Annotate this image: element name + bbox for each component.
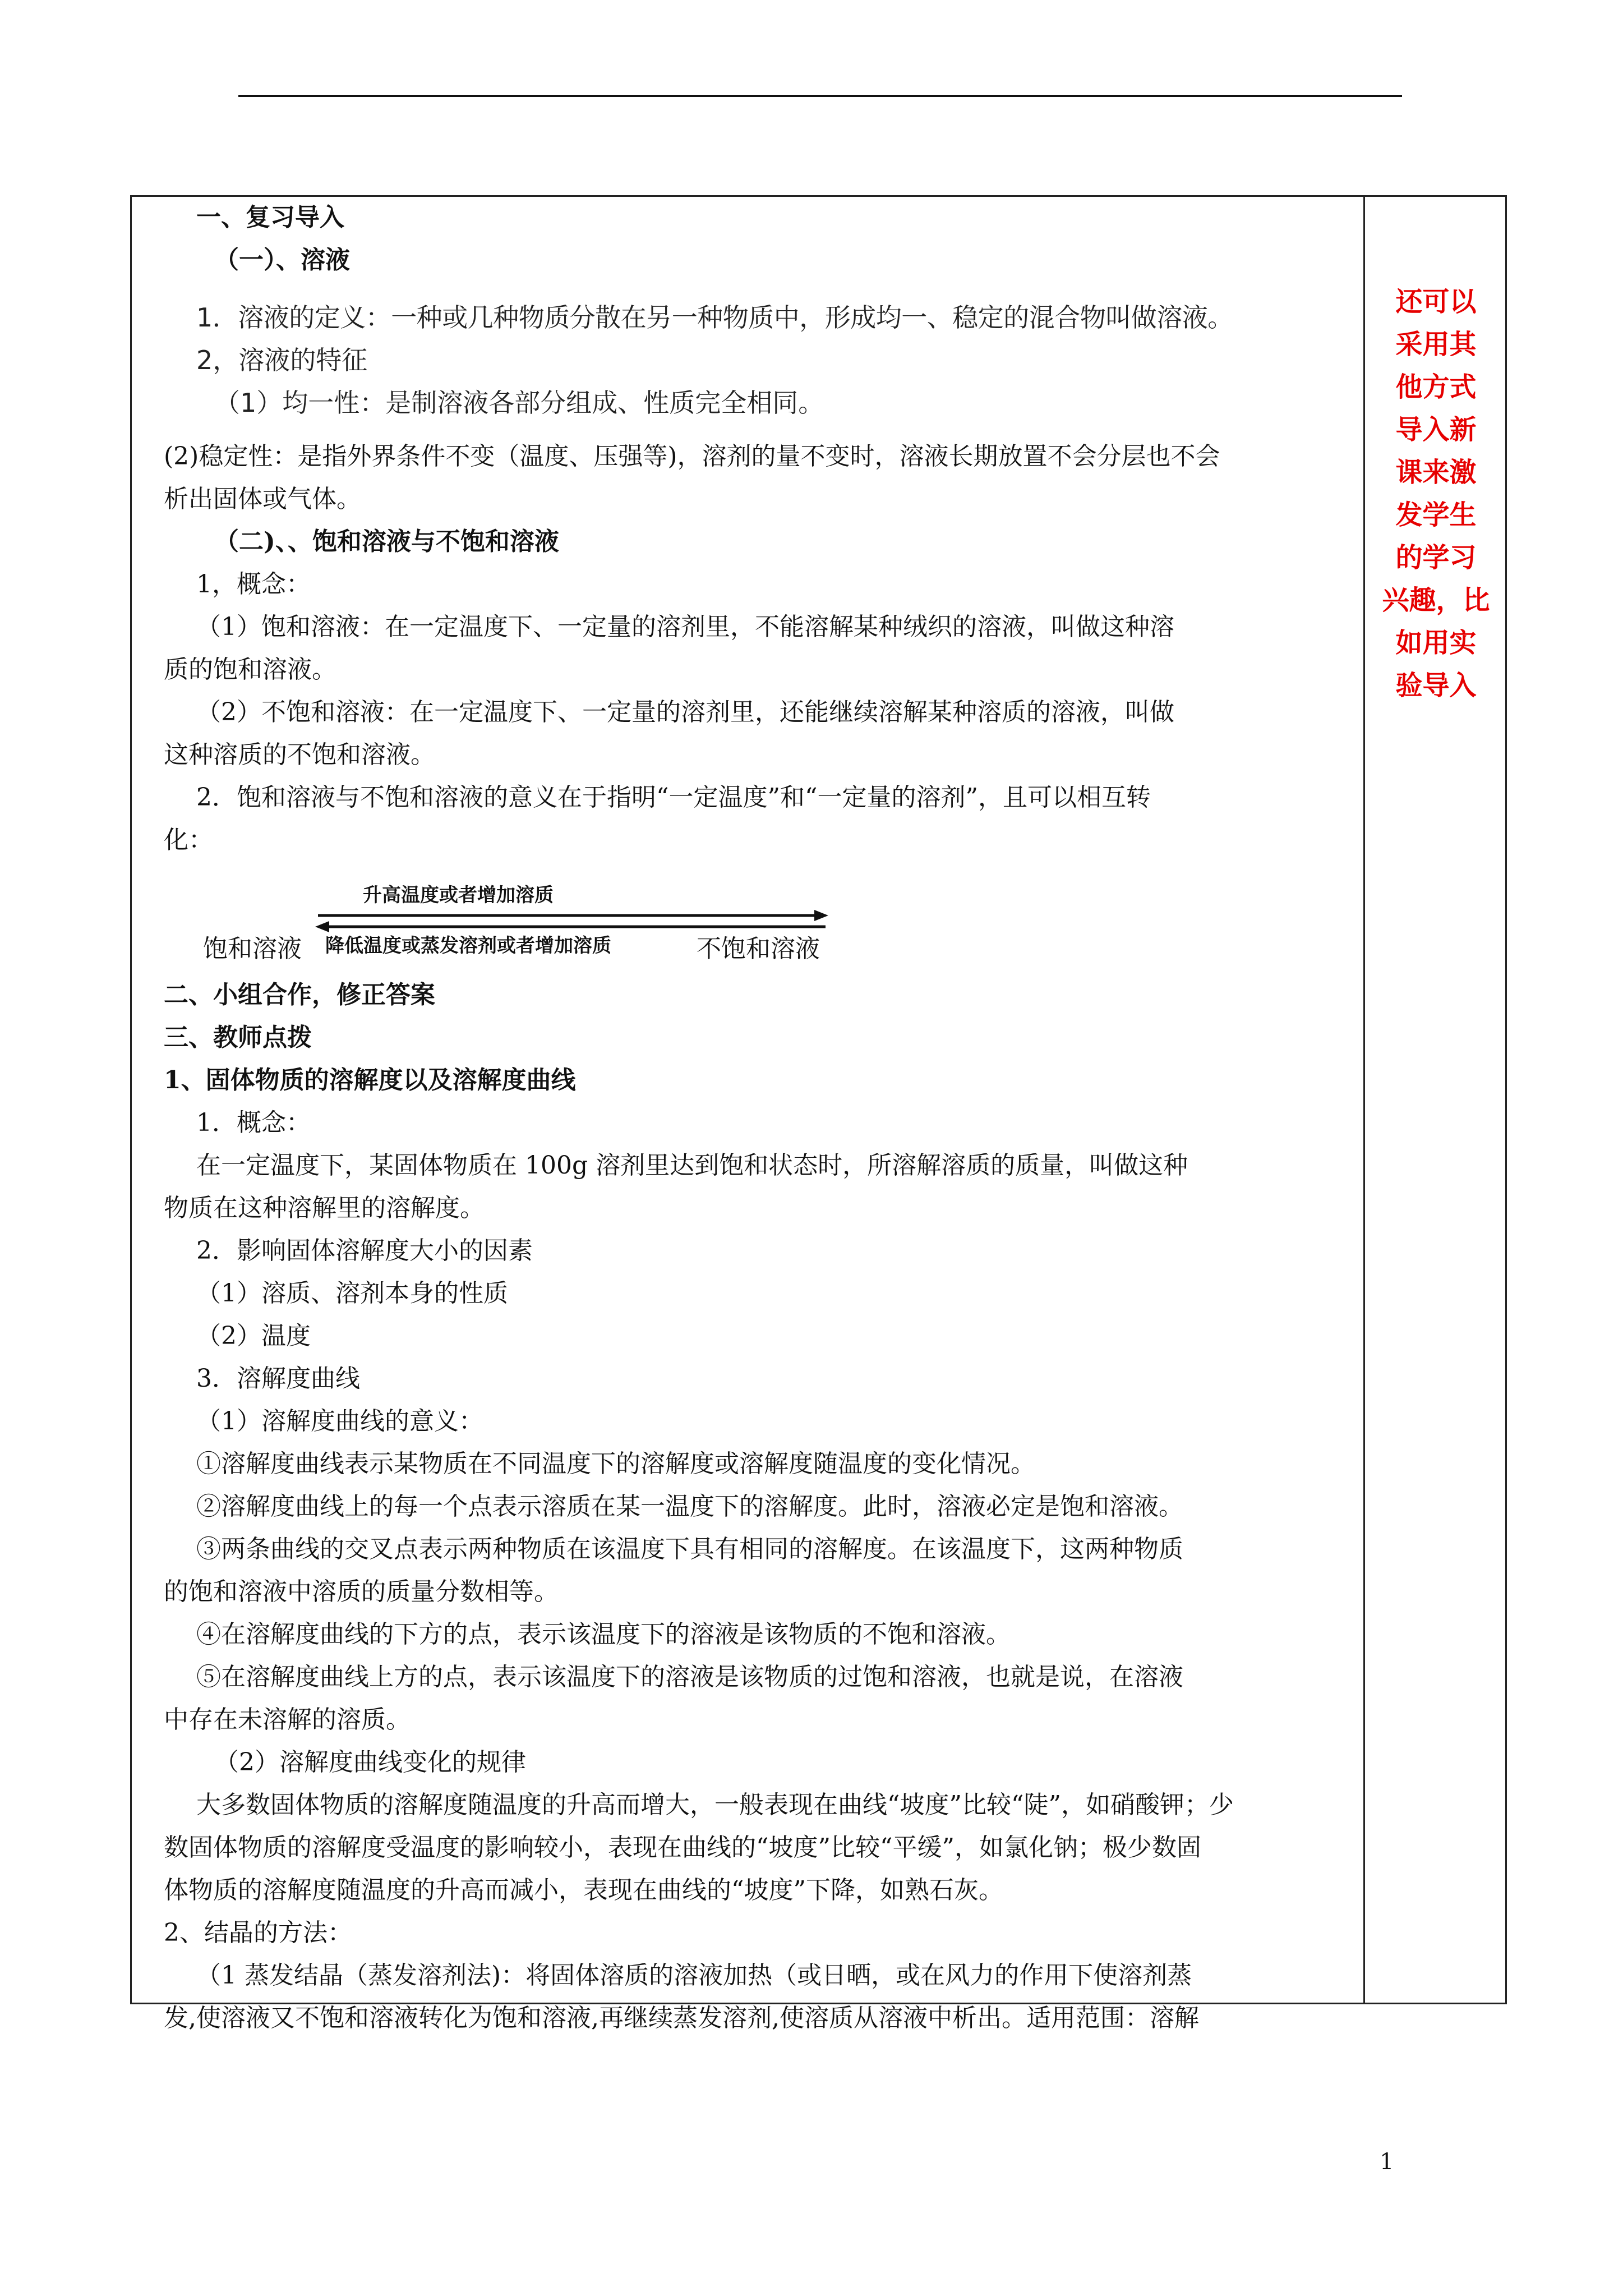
feature-stability-line2: 析出固体或气体。 [164,485,361,513]
meaning-item-1: ①溶解度曲线表示某物质在不同温度下的溶解度或溶解度随温度的变化情况。 [196,1450,1035,1478]
subsection-saturated-title: （二)、、饱和溶液与不饱和溶液 [214,527,559,556]
curve-rule-title: （2）溶解度曲线变化的规律 [214,1748,526,1777]
meaning-line1: 2．饱和溶液与不饱和溶液的意义在于指明“一定温度”和“一定量的溶剂”，且可以相互转 [196,783,1151,812]
unsaturated-definition-line2: 这种溶质的不饱和溶液。 [164,740,435,769]
evaporation-line2: 发,使溶液又不饱和溶液转化为饱和溶液,再继续蒸发溶剂,使溶质从溶液中析出。适用范围：溶解 [164,2004,1199,2032]
conversion-diagram [147,862,1353,974]
solubility-title: 1、固体物质的溶解度以及溶解度曲线 [164,1066,576,1094]
side-note-line: 的学习 [1395,542,1477,573]
factor-title: 2．影响固体溶解度大小的因素 [196,1236,533,1265]
crystallization-title: 2、结晶的方法： [164,1918,352,1947]
meaning-item-5-line2: 中存在未溶解的溶质。 [164,1705,411,1734]
side-note-line: 验导入 [1395,670,1477,701]
factor-2: （2）温度 [196,1322,311,1350]
feature-stability-line1: (2)稳定性：是指外界条件不变（温度、压强等)，溶剂的量不变时，溶液长期放置不会分层也不会 [164,442,1220,471]
solubility-concept-title: 1．概念： [196,1108,311,1137]
saturated-label: 饱和溶液 [203,935,302,963]
curve-meaning-title: （1）溶解度曲线的意义： [196,1407,483,1435]
unsaturated-definition-line1: （2）不饱和溶液：在一定温度下、一定量的溶剂里，还能继续溶解某种溶质的溶液，叫做 [196,698,1174,726]
page-number: 1 [1380,2149,1394,2175]
side-note-line: 采用其 [1395,329,1477,360]
feature-uniformity: （1）均一性：是制溶液各部分组成、性质完全相同。 [214,388,824,418]
factor-1: （1）溶质、溶剂本身的性质 [196,1279,508,1308]
curve-rule-line2: 数固体物质的溶解度受温度的影响较小，表现在曲线的“坡度”比较“平缓”，如氯化钠；极少数固 [164,1833,1201,1862]
unsaturated-label: 不饱和溶液 [697,935,820,963]
solubility-concept-line1: 在一定温度下，某固体物质在 100g 溶剂里达到饱和状态时，所溶解溶质的质量，叫做这种 [196,1151,1188,1180]
meaning-item-3-line2: 的饱和溶液中溶质的质量分数相等。 [164,1577,559,1606]
curve-rule-line3: 体物质的溶解度随温度的升高而减小，表现在曲线的“坡度”下降，如熟石灰。 [164,1876,1003,1904]
side-note-line: 课来激 [1395,457,1477,488]
saturated-definition-line1: （1）饱和溶液：在一定温度下、一定量的溶剂里，不能溶解某种绒织的溶液，叫做这种溶 [196,613,1174,641]
meaning-item-5-line1: ⑤在溶解度曲线上方的点，表示该温度下的溶液是该物质的过饱和溶液，也就是说，在溶液 [196,1663,1183,1691]
header-rule [238,95,1402,97]
section-review-title: 一、复习导入 [196,203,344,232]
evaporation-line1: （1 蒸发结晶（蒸发溶剂法)：将固体溶质的溶液加热（或日晒，或在风力的作用下使溶剂蒸 [196,1961,1192,1990]
side-note-line: 如用实 [1395,627,1477,659]
subsection-solution-title: （一）、溶液 [214,246,350,274]
concept-title: 1，概念： [196,570,311,599]
curve-title: 3．溶解度曲线 [196,1364,360,1393]
solubility-concept-line2: 物质在这种溶解里的溶解度。 [164,1194,485,1222]
meaning-item-4: ④在溶解度曲线的下方的点，表示该温度下的溶液是该物质的不饱和溶液。 [196,1620,1011,1649]
curve-rule-line1: 大多数固体物质的溶解度随温度的升高而增大，一般表现在曲线“坡度”比较“陡”，如硝酸钾；少 [196,1791,1234,1819]
top-arrow-label: 升高温度或者增加溶质 [363,884,554,907]
meaning-item-2: ②溶解度曲线上的每一个点表示溶质在某一温度下的溶解度。此时，溶液必定是饱和溶液。 [196,1492,1183,1521]
main-content-cell [147,196,1353,2032]
side-note-line: 他方式 [1395,371,1477,403]
side-note-line: 兴趣，比 [1382,585,1490,616]
side-note-line: 导入新 [1395,414,1477,445]
meaning-item-3-line1: ③两条曲线的交叉点表示两种物质在该温度下具有相同的溶解度。在该温度下，这两种物质 [196,1535,1183,1563]
side-note [1365,280,1507,707]
side-note-line: 发学生 [1395,499,1477,531]
meaning-line2: 化： [164,826,213,854]
solution-feature-title: 2，溶液的特征 [196,345,368,375]
bottom-arrow-label: 降低温度或蒸发溶剂或者增加溶质 [325,935,611,957]
section-teacher-title: 三、教师点拨 [164,1023,312,1052]
solution-definition: 1．溶液的定义：一种或几种物质分散在另一种物质中，形成均一、稳定的混合物叫做溶液。 [196,302,1233,333]
saturated-definition-line2: 质的饱和溶液。 [164,655,336,684]
side-note-line: 还可以 [1395,286,1477,318]
section-group-work-title: 二、小组合作，修正答案 [164,981,435,1009]
